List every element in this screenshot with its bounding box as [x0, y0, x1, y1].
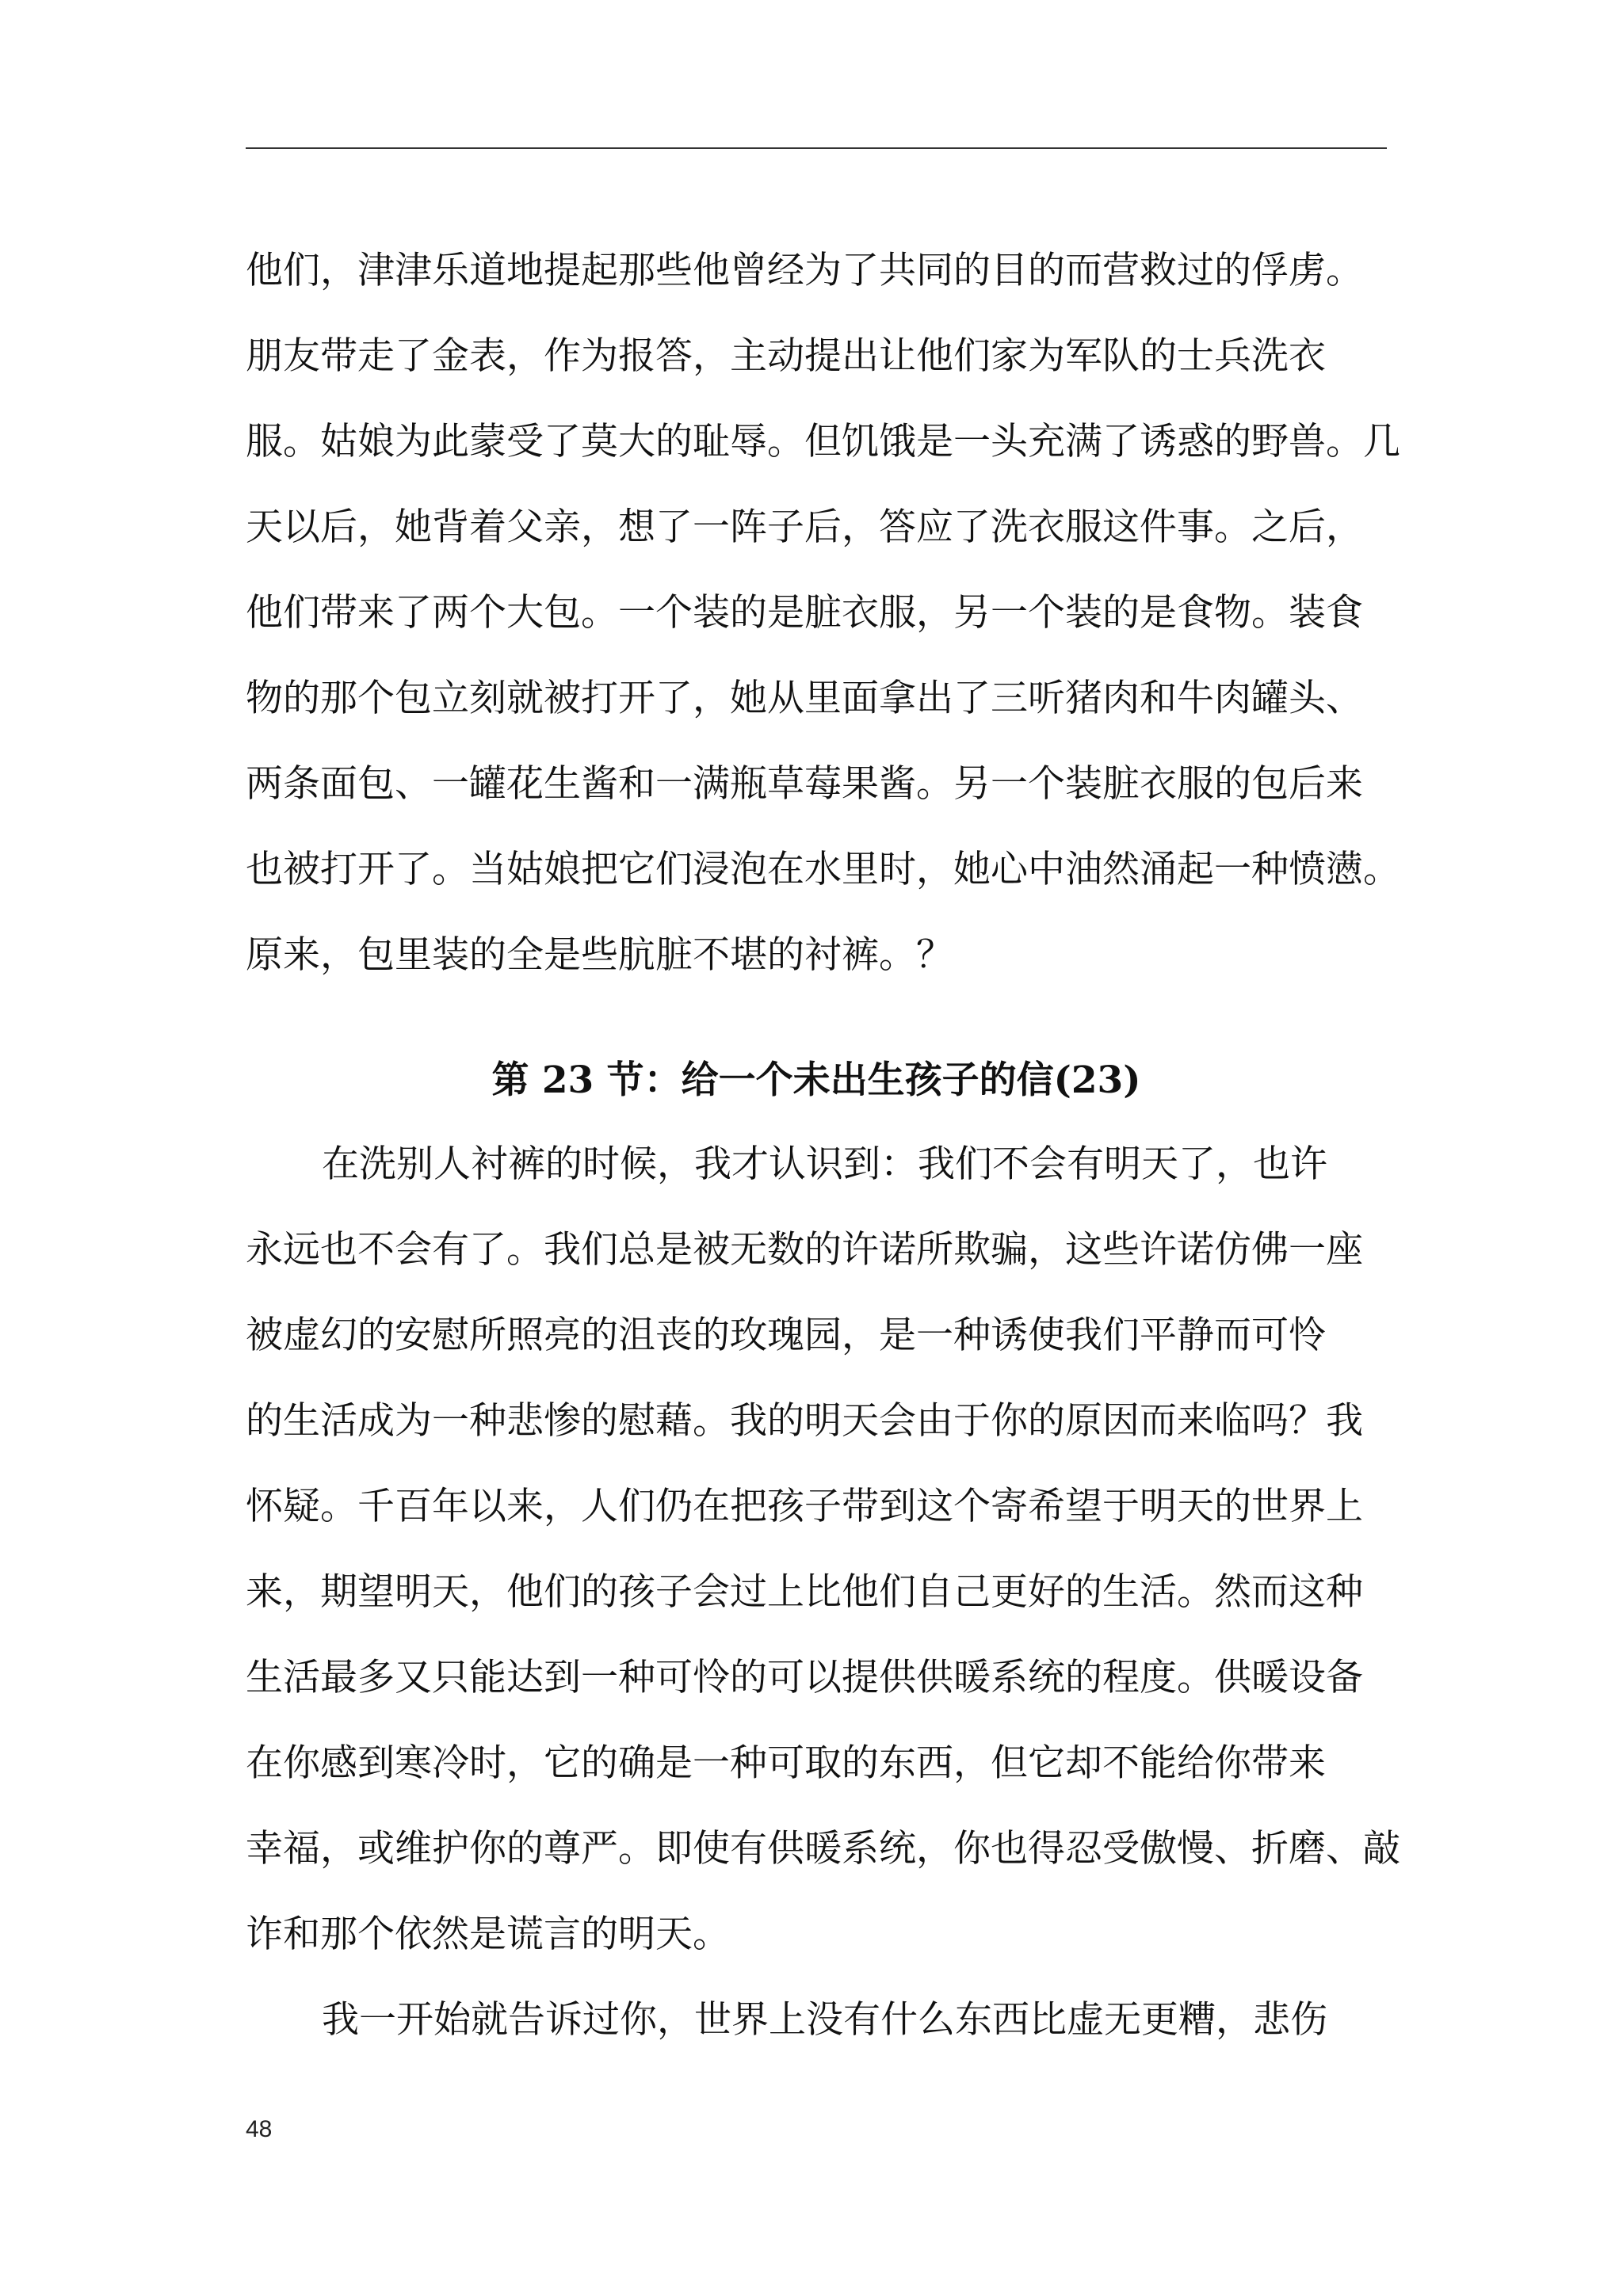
text-line: 天以后，她背着父亲，想了一阵子后，答应了洗衣服这件事。之后， [246, 505, 1363, 549]
text-line: 我一开始就告诉过你，世界上没有什么东西比虚无更糟，悲伤 [322, 1998, 1327, 2042]
text-line: 也被打开了。当姑娘把它们浸泡在水里时，她心中油然涌起一种愤懑。 [246, 848, 1400, 891]
section-title: 第 23 节：给一个未出生孩子的信(23) [491, 1058, 1141, 1102]
text-line: 怀疑。千百年以来，人们仍在把孩子带到这个寄希望于明天的世界上 [246, 1485, 1363, 1528]
text-line: 两条面包、一罐花生酱和一满瓶草莓果酱。另一个装脏衣服的包后来 [246, 762, 1363, 806]
text-line: 幸福，或维护你的尊严。即使有供暖系统，你也得忍受傲慢、折磨、敲 [246, 1827, 1400, 1871]
text-line: 朋友带走了金表，作为报答，主动提出让他们家为军队的士兵洗衣 [246, 334, 1326, 378]
text-line: 的生活成为一种悲惨的慰藉。我的明天会由于你的原因而来临吗？我 [246, 1399, 1363, 1443]
header-rule [246, 147, 1387, 149]
page-number: 48 [246, 2116, 273, 2142]
text-line: 诈和那个依然是谎言的明天。 [246, 1913, 730, 1956]
text-line: 被虚幻的安慰所照亮的沮丧的玫瑰园，是一种诱使我们平静而可怜 [246, 1314, 1326, 1357]
text-line: 来，期望明天，他们的孩子会过上比他们自己更好的生活。然而这种 [246, 1570, 1363, 1614]
text-line: 他们，津津乐道地提起那些他曾经为了共同的目的而营救过的俘虏。 [246, 249, 1363, 292]
text-line: 原来，包里装的全是些肮脏不堪的衬裤。？ [246, 933, 953, 977]
text-line: 在你感到寒冷时，它的确是一种可取的东西，但它却不能给你带来 [246, 1741, 1326, 1785]
text-line: 他们带来了两个大包。一个装的是脏衣服，另一个装的是食物。装食 [246, 591, 1363, 635]
text-line: 在洗别人衬裤的时候，我才认识到：我们不会有明天了，也许 [322, 1142, 1327, 1186]
text-line: 物的那个包立刻就被打开了，她从里面拿出了三听猪肉和牛肉罐头、 [246, 677, 1363, 720]
text-line: 永远也不会有了。我们总是被无数的许诺所欺骗，这些许诺仿佛一座 [246, 1228, 1363, 1272]
text-line: 生活最多又只能达到一种可怜的可以提供供暖系统的程度。供暖设备 [246, 1656, 1363, 1699]
text-line: 服。姑娘为此蒙受了莫大的耻辱。但饥饿是一头充满了诱惑的野兽。几 [246, 420, 1400, 463]
